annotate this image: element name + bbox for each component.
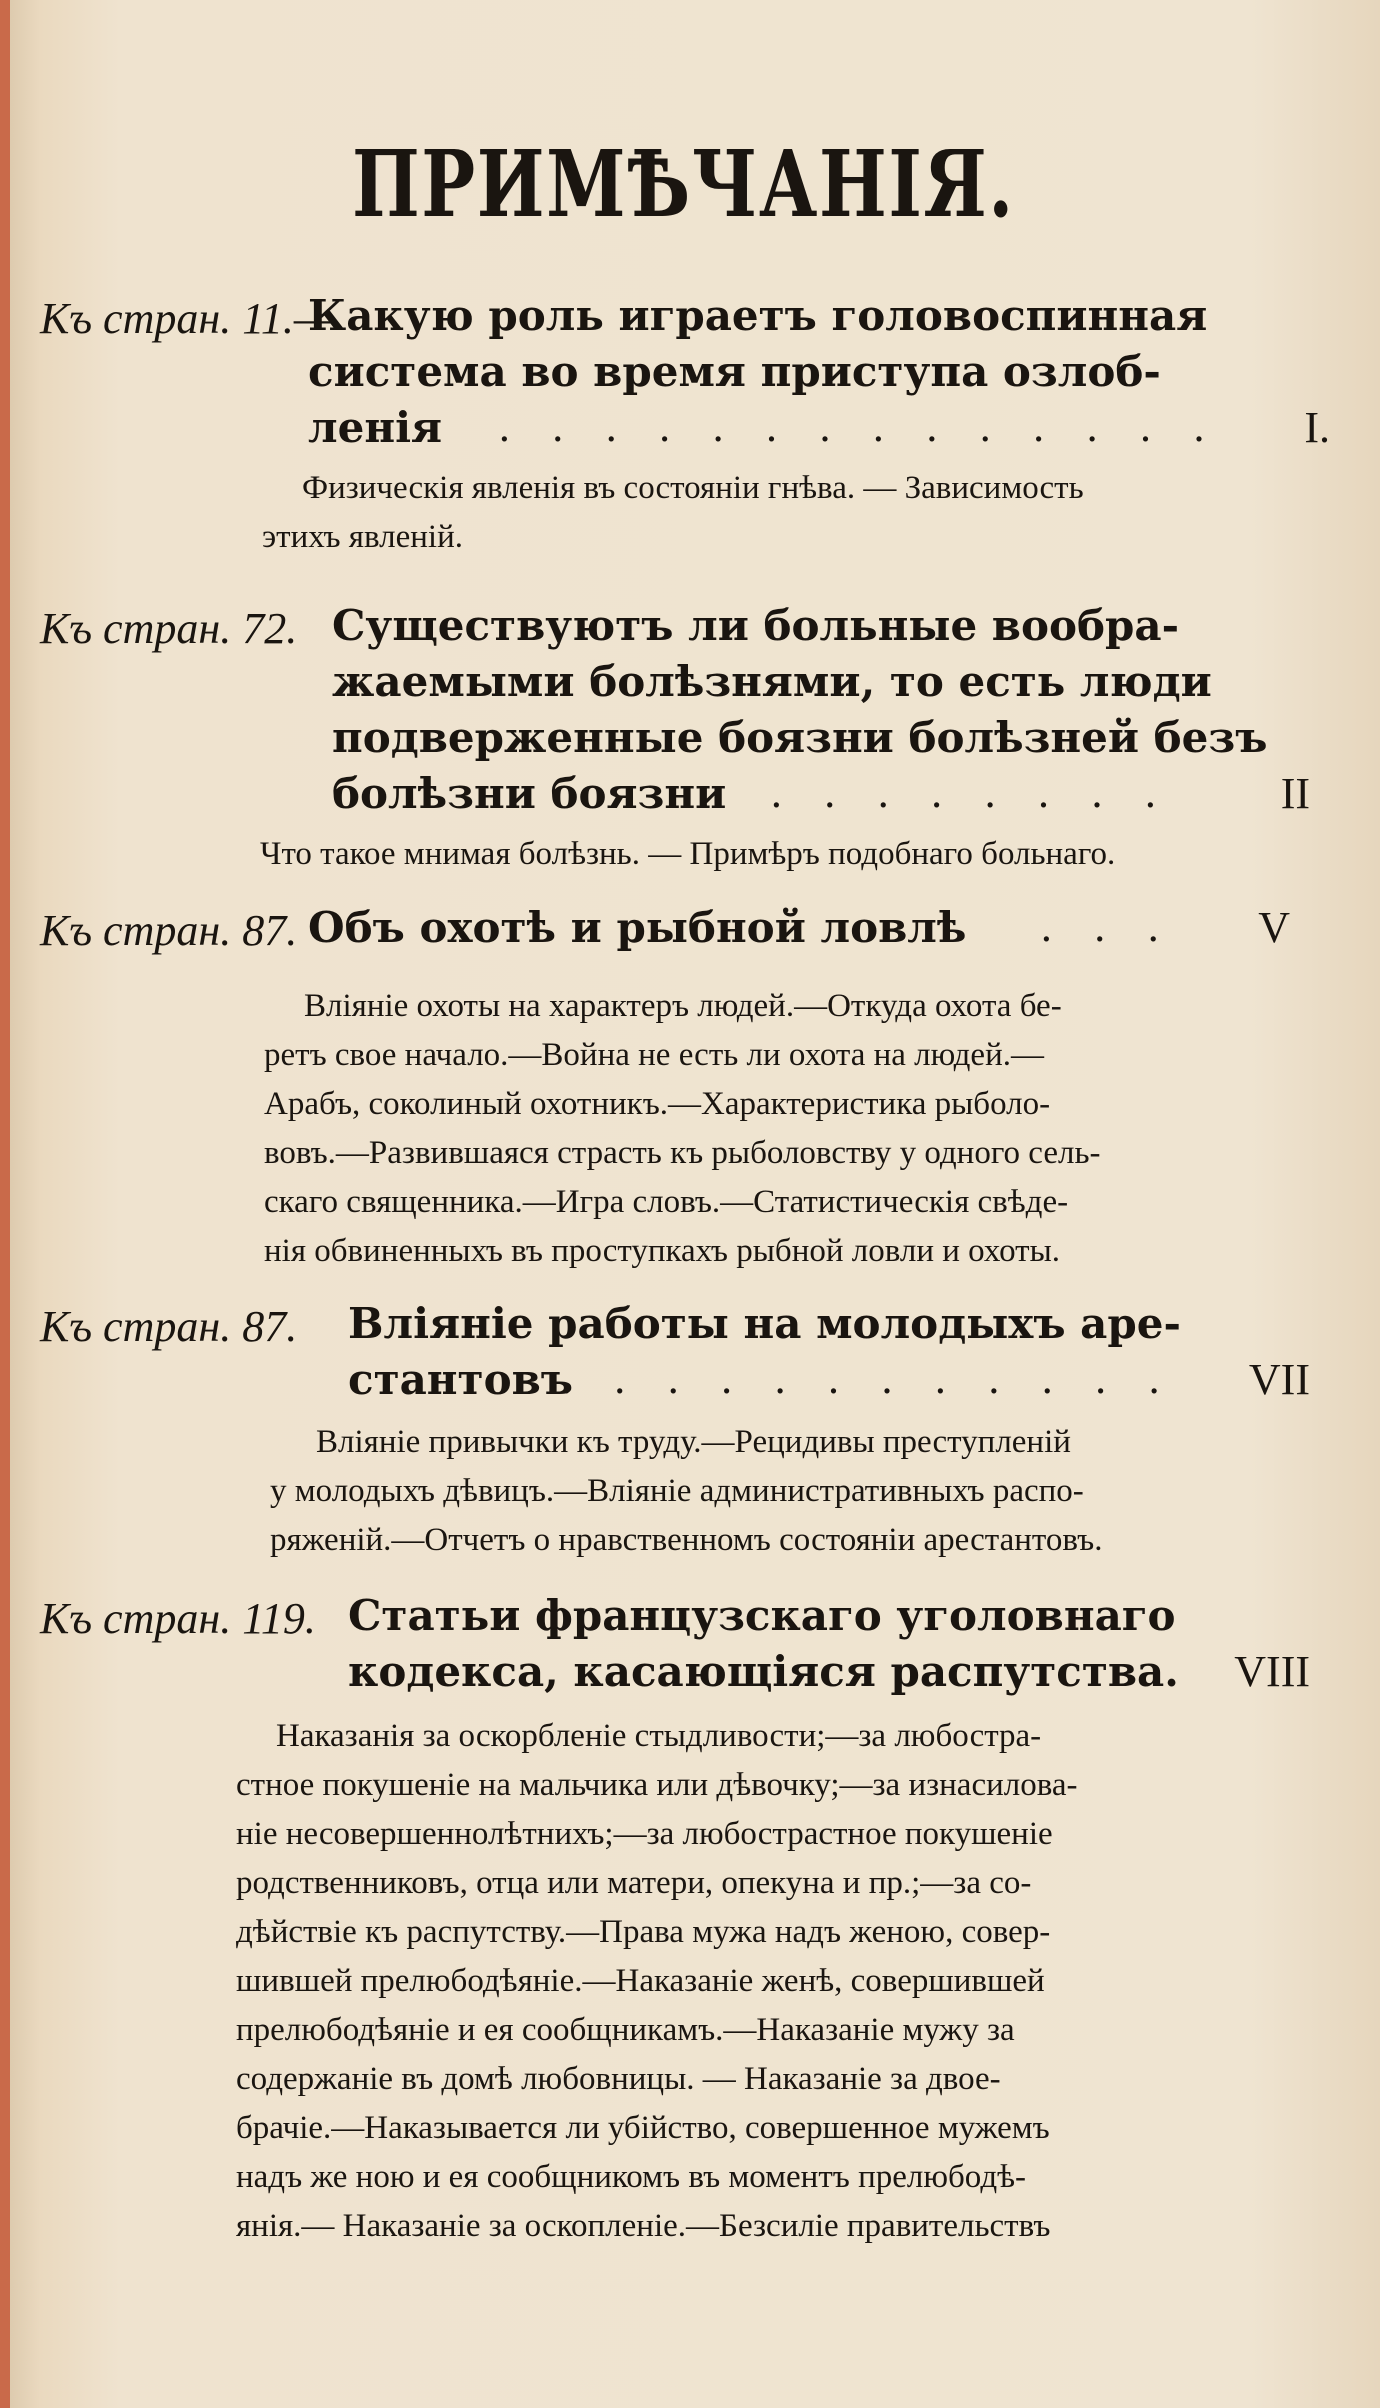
page-reference: Къ стран. 87. bbox=[40, 906, 298, 955]
note-description: Что такое мнимая болѣзнь. — Примѣръ подобнаго больнаго. bbox=[260, 836, 1116, 872]
note-numeral: VII bbox=[1248, 1355, 1310, 1404]
leader-dots: . . . . . . . . . . . . . . bbox=[498, 405, 1220, 451]
page-spine-edge bbox=[0, 0, 10, 2408]
note-entry-3 bbox=[40, 900, 1350, 1270]
note-entry-1 bbox=[40, 288, 1350, 568]
page-reference: Къ стран. 87. bbox=[40, 1302, 298, 1351]
note-heading: Статьи французскаго уголовнаго кодекса, касающіяся распутства. bbox=[348, 1591, 1179, 1696]
note-description: Физическія явленія въ состояніи гнѣва. — Зависимость этихъ явленій. bbox=[262, 470, 1084, 555]
note-entry-2 bbox=[40, 598, 1350, 878]
note-description: Наказанія за оскорбленіе стыдливости;—за любостра- стное покушеніе на мальчика или дѣвочку;—за изнасилова- ніе несовершеннолѣтнихъ;—за любострастное покушеніе родственниковъ, отца или матери, опекуна и пр.;—за со- дѣйствіе къ распутству.—Права мужа надъ женою, совер- шившей прелюбодѣяніе.—Наказаніе женѣ, совершившей прелюбодѣяніе и ея сообщникамъ.—Наказаніе мужу за содержаніе въ домѣ любовницы. — Наказаніе за двое- брачіе.—Наказывается ли убійство, совершенное мужемъ надъ же ною и ея сообщникомъ въ моментъ прелюбодѣ- янія.— Наказаніе за оскопленіе.—Безсиліе правительствъ bbox=[236, 1718, 1078, 2244]
note-heading: Какую роль играетъ головоспинная система во время приступа озлоб- ленія bbox=[308, 291, 1208, 452]
note-numeral: I. bbox=[1304, 403, 1330, 452]
page-reference: Къ стран. 72. bbox=[40, 604, 298, 653]
page-title: ПРИМѢЧАНІЯ. bbox=[351, 130, 1015, 238]
note-description: Вліяніе охоты на характеръ людей.—Откуда охота бе- ретъ свое начало.—Война не есть ли охота на людей.— Арабъ, соколиный охотникъ.—Характеристика рыболо- вовъ.—Развившаяся страсть къ рыболовству у одного сель- скаго священника.—Игра словъ.—Статистическія свѣде- нія обвиненныхъ въ проступкахъ рыбной ловли и охоты. bbox=[264, 988, 1101, 1269]
leader-dots: . . . . . . . . . . . . bbox=[560, 1357, 1175, 1403]
note-entry-4 bbox=[40, 1296, 1350, 1566]
note-numeral: V bbox=[1258, 903, 1290, 952]
page-reference: Къ стран. 119. bbox=[40, 1594, 316, 1643]
note-description: Вліяніе привычки къ труду.—Рецидивы преступленій у молодыхъ дѣвицъ.—Вліяніе административныхъ распо- ряженій.—Отчетъ о нравственномъ состояніи арестантовъ. bbox=[270, 1424, 1103, 1558]
note-heading: Объ охотѣ и рыбной ловлѣ bbox=[308, 903, 967, 952]
leader-dots: . . . bbox=[1040, 905, 1174, 951]
leader-dots: . . . . . . . . bbox=[770, 771, 1171, 817]
note-numeral: VIII bbox=[1234, 1647, 1310, 1696]
note-entry-5 bbox=[40, 1588, 1350, 2388]
note-heading: Существуютъ ли больные вообра- жаемыми болѣзнями, то есть люди подверженные боязни болѣзней безъ болѣзни боязни bbox=[332, 601, 1268, 818]
note-heading: Вліяніе работы на молодыхъ аре- стантовъ bbox=[348, 1299, 1181, 1404]
page-reference: Къ стран. 11.— bbox=[40, 294, 334, 343]
note-numeral: II bbox=[1280, 769, 1310, 818]
